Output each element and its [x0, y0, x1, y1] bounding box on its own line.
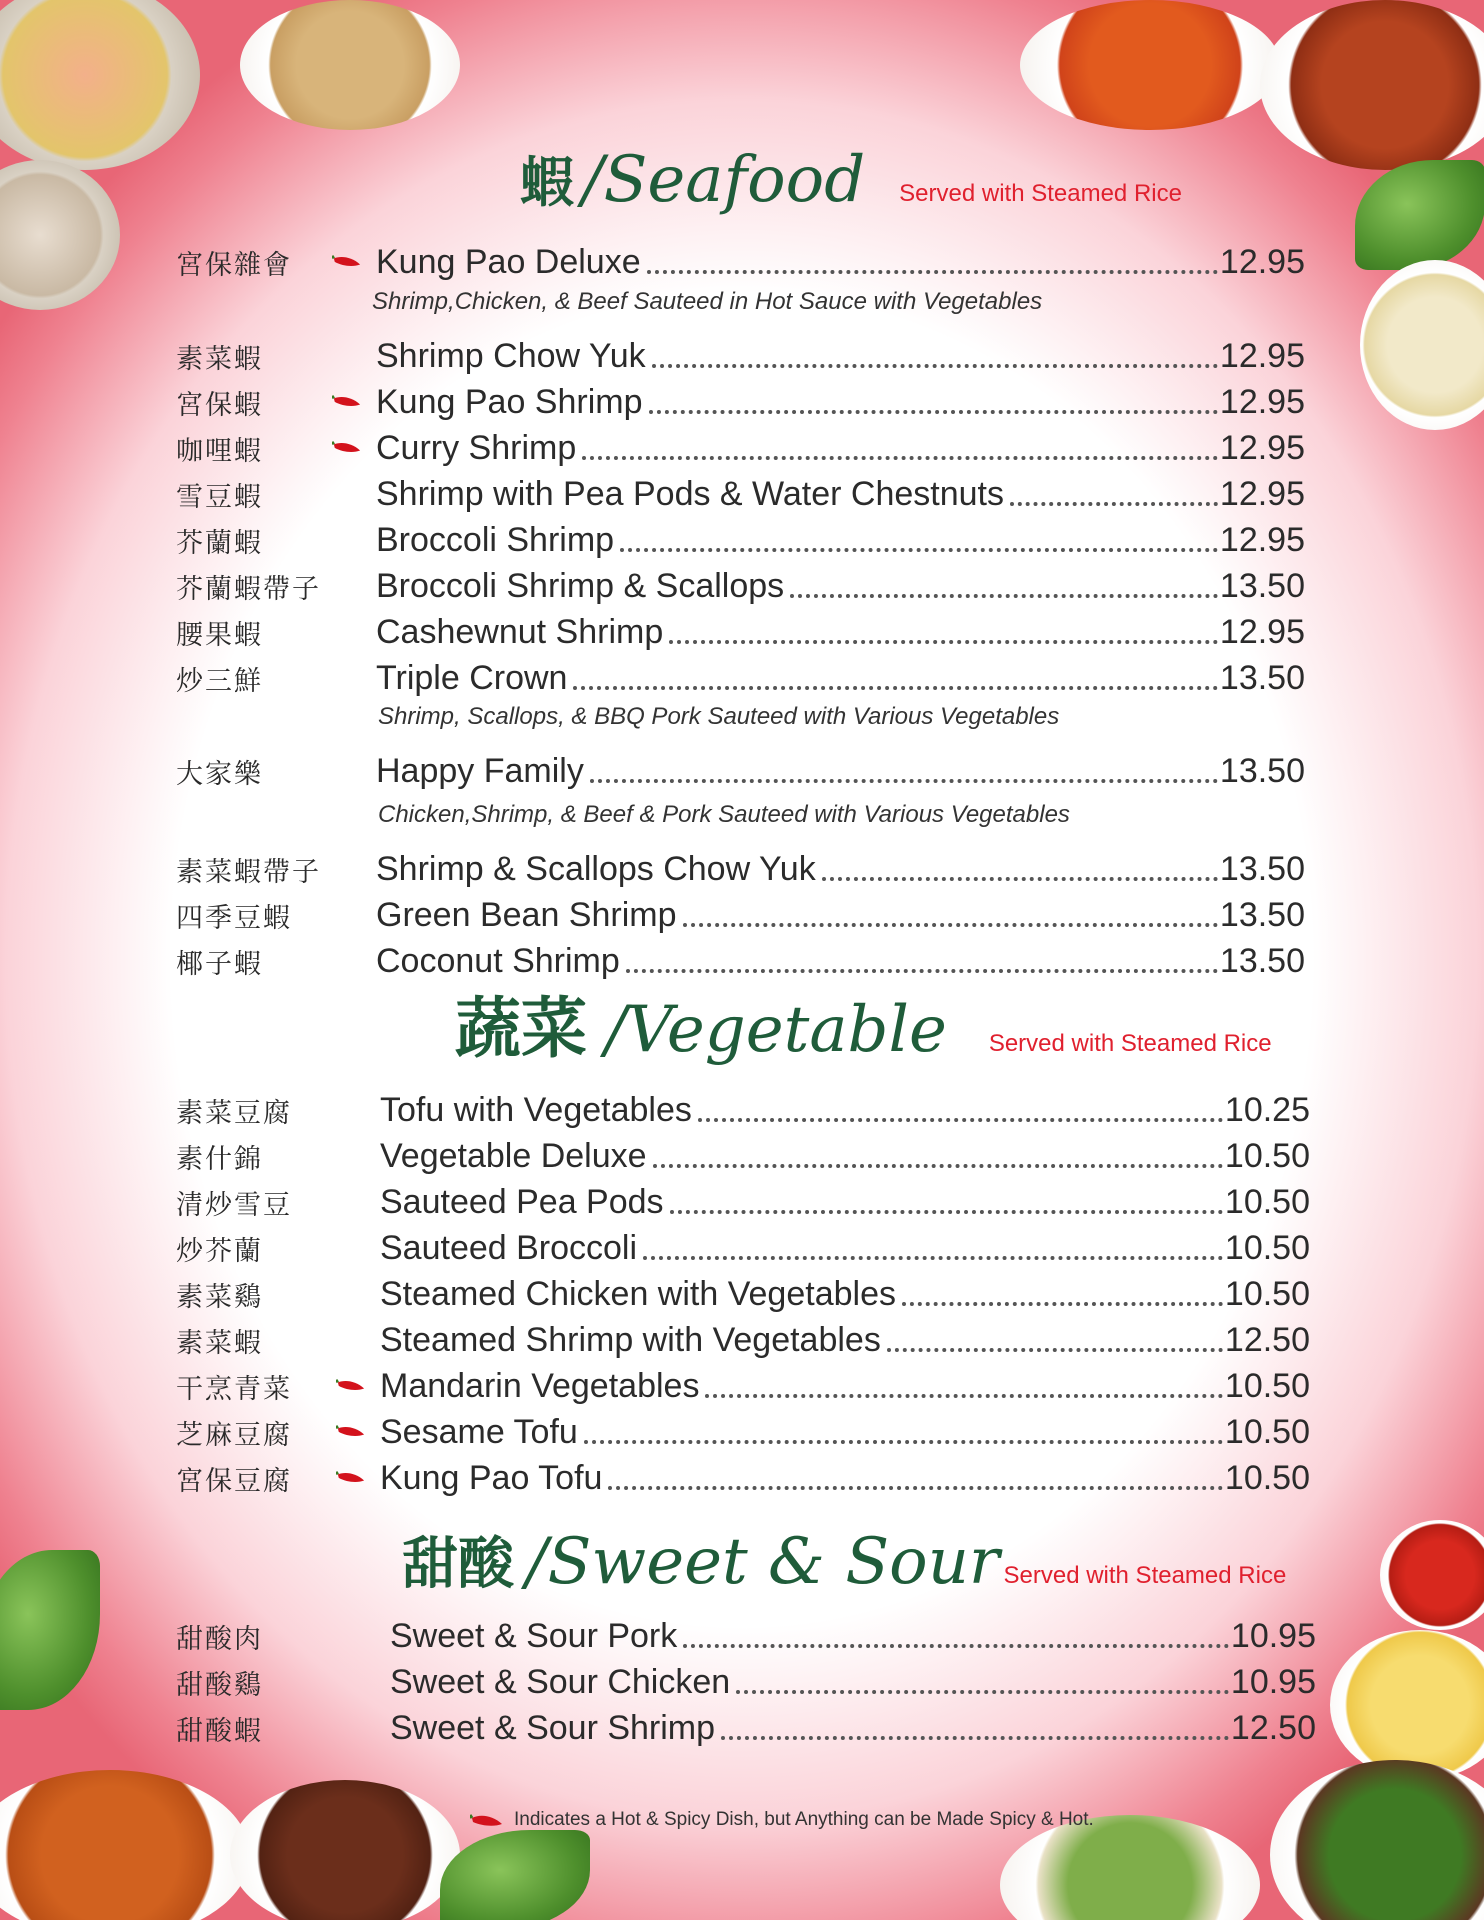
dot-leader	[582, 456, 1218, 460]
dot-leader	[705, 1394, 1222, 1398]
menu-item-row	[380, 1090, 1310, 1130]
menu-item-name: Broccoli Shrimp	[376, 521, 615, 559]
menu-item-name-cn: 大家樂	[176, 758, 263, 790]
dot-leader	[790, 594, 1218, 598]
menu-item-name-cn: 芥蘭蝦	[176, 527, 263, 559]
menu-item	[0, 336, 1320, 376]
soup-bowl-image	[0, 160, 120, 310]
menu-item-name: Kung Pao Shrimp	[376, 383, 643, 421]
menu-item	[0, 1274, 1320, 1314]
vegetable-served-note: Served with Steamed Rice	[988, 1030, 1272, 1057]
dot-leader	[653, 1164, 1223, 1168]
dot-leader	[683, 1644, 1229, 1648]
menu-item-name: Triple Crown	[376, 659, 568, 697]
menu-item	[0, 1366, 1320, 1406]
item-description: Chicken,Shrimp, & Beef & Pork Sauteed with Various Vegetables	[378, 801, 1070, 828]
menu-item-price: 13.50	[1219, 659, 1305, 697]
menu-item-name-cn: 炒芥蘭	[176, 1235, 263, 1267]
bok-choy-image	[1355, 160, 1484, 270]
menu-item	[0, 242, 1320, 282]
footnote-text: Indicates a Hot & Spicy Dish, but Anything can be Made Spicy & Hot.	[514, 1809, 1094, 1830]
dot-leader	[620, 548, 1218, 552]
menu-item	[0, 1412, 1320, 1452]
chili-pepper-icon	[332, 440, 362, 454]
dot-leader	[887, 1348, 1223, 1352]
dot-leader	[670, 1210, 1223, 1214]
menu-item-name: Sweet & Sour Shrimp	[390, 1709, 716, 1747]
menu-item-row	[376, 751, 1305, 791]
seafood-title-en: /Seafood	[582, 143, 866, 217]
menu-item	[0, 895, 1320, 935]
menu-item-price: 10.50	[1224, 1183, 1310, 1221]
egg-dish-plate-image	[1330, 1630, 1484, 1780]
menu-item-price: 10.50	[1224, 1459, 1310, 1497]
menu-item-price: 12.95	[1219, 613, 1305, 651]
seafood-title-cn: 蝦	[520, 150, 574, 214]
menu-item-name-cn: 素菜蝦	[176, 1327, 263, 1359]
dot-leader	[573, 686, 1217, 690]
menu-item-row	[380, 1182, 1310, 1222]
menu-item-name-cn: 椰子蝦	[176, 948, 263, 980]
menu-item-name: Cashewnut Shrimp	[376, 613, 664, 651]
menu-item-row	[376, 242, 1305, 282]
dot-leader	[590, 779, 1218, 783]
dot-leader	[698, 1118, 1223, 1122]
menu-item-price: 10.50	[1224, 1229, 1310, 1267]
dot-leader	[626, 969, 1218, 973]
menu-item-price: 12.50	[1224, 1321, 1310, 1359]
mapo-tofu-plate-image	[1020, 0, 1280, 130]
menu-item-name-cn: 芥蘭蝦帶子	[176, 573, 321, 605]
menu-item-price: 13.50	[1219, 896, 1305, 934]
menu-item	[0, 612, 1320, 652]
menu-item-price: 12.95	[1219, 429, 1305, 467]
sweet-sour-title-en: /Sweet & Sour	[526, 1525, 1000, 1599]
vegetable-title-cn: 蔬菜	[455, 989, 587, 1067]
menu-item-row	[376, 566, 1305, 606]
menu-item-price: 10.50	[1224, 1275, 1310, 1313]
menu-item	[0, 751, 1320, 791]
menu-item	[0, 520, 1320, 560]
dot-leader	[736, 1690, 1229, 1694]
chili-pepper-icon	[332, 254, 362, 268]
menu-item-name: Steamed Shrimp with Vegetables	[380, 1321, 881, 1359]
menu-item	[0, 1090, 1320, 1130]
item-description: Shrimp, Scallops, & BBQ Pork Sauteed with Various Vegetables	[378, 703, 1060, 730]
menu-item-row	[376, 658, 1305, 698]
menu-item-price: 12.50	[1230, 1709, 1316, 1747]
sweet-sour-title-cn: 甜酸	[402, 1531, 514, 1597]
menu-item-name: Sauteed Broccoli	[380, 1229, 638, 1267]
menu-item-price: 10.50	[1224, 1413, 1310, 1451]
lettuce-garnish-image	[440, 1830, 590, 1920]
menu-item-price: 13.50	[1219, 567, 1305, 605]
menu-item-name: Mandarin Vegetables	[380, 1367, 700, 1405]
menu-item-row	[376, 849, 1305, 889]
menu-item-price: 12.95	[1219, 521, 1305, 559]
vegetable-title-en: /Vegetable	[605, 993, 947, 1067]
menu-item-name-cn: 腰果蝦	[176, 619, 263, 651]
menu-item	[0, 1616, 1320, 1656]
menu-item-name: Happy Family	[376, 752, 584, 790]
menu-item-name-cn: 甜酸蝦	[176, 1715, 263, 1747]
menu-item	[0, 658, 1320, 698]
spicy-footnote	[470, 1805, 1094, 1835]
menu-item-name-cn: 四季豆蝦	[176, 902, 292, 934]
menu-item-name-cn: 宮保雜會	[176, 249, 292, 281]
menu-item-name-cn: 甜酸鷄	[176, 1669, 263, 1701]
item-description: Shrimp,Chicken, & Beef Sauteed in Hot Sauce with Vegetables	[372, 288, 1043, 315]
menu-item	[0, 382, 1320, 422]
menu-item-name: Shrimp Chow Yuk	[376, 337, 646, 375]
menu-item-name: Broccoli Shrimp & Scallops	[376, 567, 785, 605]
beef-stir-fry-image	[230, 1780, 460, 1920]
menu-item-name-cn: 炒三鮮	[176, 665, 263, 697]
menu-item-name: Steamed Chicken with Vegetables	[380, 1275, 896, 1313]
dot-leader	[608, 1486, 1222, 1490]
menu-item	[0, 1458, 1320, 1498]
menu-item-name-cn: 素什錦	[176, 1143, 263, 1175]
menu-item-price: 10.25	[1224, 1091, 1310, 1129]
chili-pepper-icon	[336, 1424, 366, 1438]
menu-item	[0, 474, 1320, 514]
menu-item-price: 12.95	[1219, 475, 1305, 513]
menu-item-name: Curry Shrimp	[376, 429, 577, 467]
menu-item-row	[380, 1136, 1310, 1176]
menu-item-row	[376, 428, 1305, 468]
menu-item-row	[376, 336, 1305, 376]
menu-item	[0, 1320, 1320, 1360]
menu-item-price: 13.50	[1219, 850, 1305, 888]
menu-item-row	[380, 1412, 1310, 1452]
menu-item-name-cn: 宮保豆腐	[176, 1465, 292, 1497]
orange-chicken-plate-image	[1260, 0, 1484, 170]
dot-leader	[652, 364, 1218, 368]
menu-item-name: Kung Pao Deluxe	[376, 243, 641, 281]
menu-item-name: Sesame Tofu	[380, 1413, 578, 1451]
menu-item-row	[380, 1458, 1310, 1498]
chili-pepper-icon	[470, 1812, 504, 1828]
dot-leader	[683, 923, 1218, 927]
menu-item-row	[380, 1274, 1310, 1314]
menu-item	[0, 1182, 1320, 1222]
menu-item-price: 12.95	[1219, 243, 1305, 281]
menu-item-name: Sauteed Pea Pods	[380, 1183, 664, 1221]
menu-item	[0, 849, 1320, 889]
menu-item-name: Sweet & Sour Pork	[390, 1617, 678, 1655]
menu-item-name-cn: 素菜蝦	[176, 343, 263, 375]
menu-item-price: 12.95	[1219, 337, 1305, 375]
dot-leader	[1010, 502, 1218, 506]
chili-pepper-icon	[336, 1470, 366, 1484]
vegetable-section-title	[455, 975, 1272, 1070]
menu-item-price: 10.95	[1230, 1617, 1316, 1655]
shrimp-salad-plate-image	[0, 0, 200, 170]
menu-item-price: 10.50	[1224, 1367, 1310, 1405]
menu-item-row	[390, 1662, 1316, 1702]
seafood-section-title	[520, 140, 1182, 217]
menu-item-name-cn: 素菜蝦帶子	[176, 856, 321, 888]
menu-item-price: 13.50	[1219, 752, 1305, 790]
menu-item-name-cn: 宮保蝦	[176, 389, 263, 421]
menu-item-price: 10.95	[1230, 1663, 1316, 1701]
dumplings-plate-image	[240, 0, 460, 130]
menu-item-row	[380, 1228, 1310, 1268]
broccoli-beef-plate-image	[1270, 1760, 1484, 1920]
menu-item-name: Vegetable Deluxe	[380, 1137, 647, 1175]
menu-item	[0, 1136, 1320, 1176]
dot-leader	[647, 270, 1218, 274]
dot-leader	[902, 1302, 1223, 1306]
sweet-sour-chicken-image	[0, 1770, 250, 1920]
menu-item-row	[376, 520, 1305, 560]
menu-item-row	[376, 895, 1305, 935]
menu-item-row	[380, 1366, 1310, 1406]
menu-item-name-cn: 雪豆蝦	[176, 481, 263, 513]
menu-item	[0, 428, 1320, 468]
dot-leader	[643, 1256, 1223, 1260]
chili-pepper-icon	[336, 1378, 366, 1392]
menu-item-name-cn: 芝麻豆腐	[176, 1419, 292, 1451]
dot-leader	[822, 877, 1218, 881]
dot-leader	[721, 1736, 1229, 1740]
menu-item-row	[390, 1616, 1316, 1656]
menu-item	[0, 566, 1320, 606]
menu-item-name-cn: 咖哩蝦	[176, 435, 263, 467]
menu-item-row	[376, 382, 1305, 422]
menu-item-name: Kung Pao Tofu	[380, 1459, 603, 1497]
seafood-served-note: Served with Steamed Rice	[899, 180, 1182, 207]
menu-item-name-cn: 甜酸肉	[176, 1623, 263, 1655]
menu-item-price: 10.50	[1224, 1137, 1310, 1175]
menu-item-name: Sweet & Sour Chicken	[390, 1663, 731, 1701]
menu-item	[0, 1708, 1320, 1748]
menu-item-row	[380, 1320, 1310, 1360]
menu-item-price: 12.95	[1219, 383, 1305, 421]
menu-item-name: Tofu with Vegetables	[380, 1091, 692, 1129]
menu-item-name-cn: 素菜豆腐	[176, 1097, 292, 1129]
menu-item-price: 13.50	[1219, 942, 1305, 980]
dot-leader	[649, 410, 1218, 414]
menu-item-row	[390, 1708, 1316, 1748]
sweet-sour-section-title	[402, 1520, 1286, 1600]
menu-item-name: Coconut Shrimp	[376, 942, 620, 980]
menu-item-name-cn: 清炒雪豆	[176, 1189, 292, 1221]
menu-item-name: Green Bean Shrimp	[376, 896, 677, 934]
menu-item-name-cn: 干烹青菜	[176, 1373, 292, 1405]
menu-item	[0, 1662, 1320, 1702]
dot-leader	[669, 640, 1218, 644]
fried-rice-plate-image	[1360, 260, 1484, 430]
menu-item-name: Shrimp & Scallops Chow Yuk	[376, 850, 816, 888]
menu-item-row	[376, 474, 1305, 514]
dot-leader	[584, 1440, 1223, 1444]
menu-item-row	[376, 612, 1305, 652]
sweet-sour-served-note: Served with Steamed Rice	[1003, 1562, 1287, 1589]
menu-item-name-cn: 素菜鷄	[176, 1281, 263, 1313]
menu-item	[0, 1228, 1320, 1268]
menu-item-name: Shrimp with Pea Pods & Water Chestnuts	[376, 475, 1005, 513]
chili-pepper-icon	[332, 394, 362, 408]
tomato-image	[1380, 1520, 1484, 1630]
